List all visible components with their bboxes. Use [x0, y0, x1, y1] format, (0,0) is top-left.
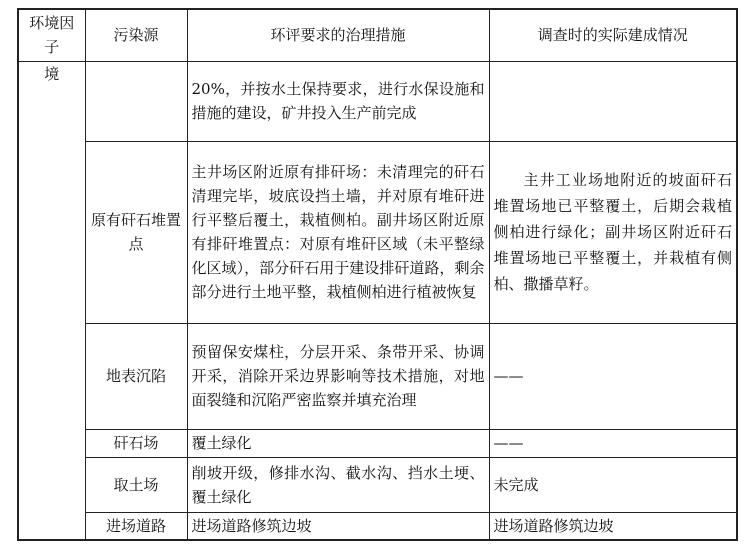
- table-row: [18, 429, 737, 457]
- table-row: [18, 61, 737, 141]
- table-row: [18, 512, 737, 540]
- table-row: [18, 457, 737, 512]
- source-cell: 进场道路: [85, 512, 187, 540]
- measure-cell: 主井场区附近原有排矸场：未清理完的矸石清理完毕，坡底设挡土墙，并对原有堆矸进行平整后覆土，栽植侧柏。副井场区附近原有排矸堆置点：对原有堆矸区域（未平整绿化区域），部分矸石用于建设排矸道路，剩余部分进行土地平整，栽植侧柏进行植被恢复: [187, 141, 489, 323]
- actual-cell: 进场道路修筑边坡: [489, 512, 737, 540]
- measure-cell: 进场道路修筑边坡: [187, 512, 489, 540]
- table-row: [18, 323, 737, 429]
- source-cell: 原有矸石堆置点: [85, 141, 187, 323]
- measure-cell: 20%，并按水土保持要求，进行水保设施和措施的建设，矿井投入生产前完成: [187, 61, 489, 141]
- measure-cell: 预留保安煤柱，分层开采、条带开采、协调开采，消除开采边界影响等技术措施，对地面裂缝和沉陷严密监察并填充治理: [187, 323, 489, 429]
- source-cell: 取土场: [85, 457, 187, 512]
- actual-cell: 未完成: [489, 457, 737, 512]
- measure-cell: 削坡开级，修排水沟、截水沟、挡水土埂、覆土绿化: [187, 457, 489, 512]
- header-factor: 环境因子: [18, 9, 85, 61]
- actual-cell: ——: [489, 323, 737, 429]
- measure-cell: 覆土绿化: [187, 429, 489, 457]
- header-measure: 环评要求的治理措施: [187, 9, 489, 61]
- actual-cell: ——: [489, 429, 737, 457]
- governance-measures-table: [17, 8, 738, 541]
- table-header-row: [18, 9, 737, 61]
- table-row: [18, 141, 737, 323]
- factor-cell: 境: [18, 61, 85, 540]
- source-cell: 矸石场: [85, 429, 187, 457]
- actual-cell: 主井工业场地附近的坡面矸石堆置场地已平整覆土，后期会栽植侧柏进行绿化；副井场区附近矸石堆置场地已平整覆土，并栽植有侧柏、撒播草籽。: [489, 141, 737, 323]
- source-cell: [85, 61, 187, 141]
- header-actual: 调查时的实际建成情况: [489, 9, 737, 61]
- source-cell: 地表沉陷: [85, 323, 187, 429]
- header-source: 污染源: [85, 9, 187, 61]
- actual-cell: [489, 61, 737, 141]
